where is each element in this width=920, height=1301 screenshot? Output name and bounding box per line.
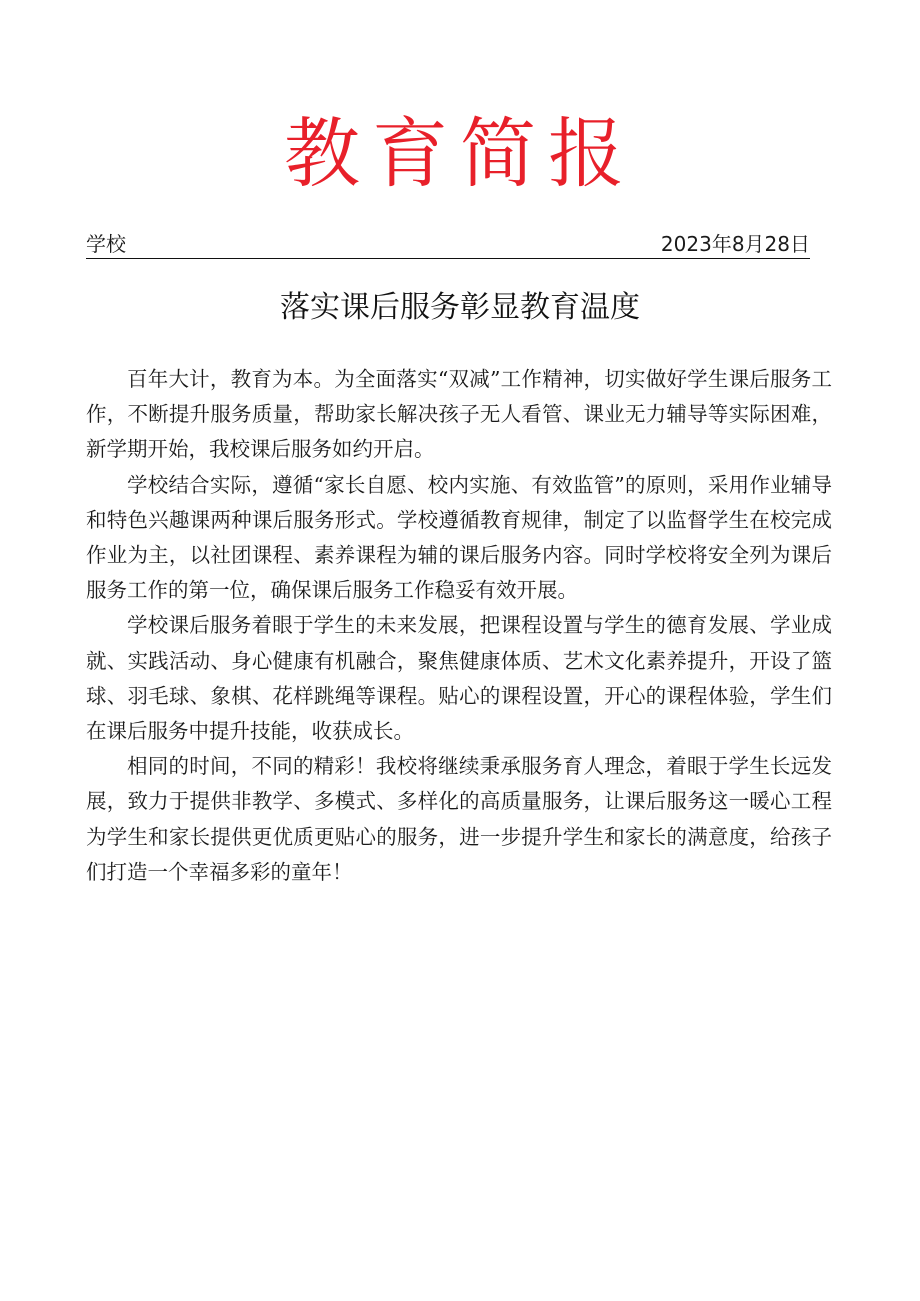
meta-line [86,232,810,259]
article-title: 落实课后服务彰显教育温度 [280,290,640,325]
paragraph: 百年大计，教育为本。为全面落实“双减”工作精神，切实做好学生课后服务工作，不断提升服务质量，帮助家长解决孩子无人看管、课业无力辅导等实际困难，新学期开始，我校课后服务如约开启。 [86,367,832,462]
issue-date: 2023年8月28日 [660,232,810,256]
paragraph: 学校课后服务着眼于学生的未来发展，把课程设置与学生的德育发展、学业成就、实践活动、身心健康有机融合，聚焦健康体质、艺术文化素养提升，开设了篮球、羽毛球、象棋、花样跳绳等课程。贴心的课程设置，开心的课程体验，学生们在课后服务中提升技能，收获成长。 [86,613,832,744]
paragraph: 学校结合实际，遵循“家长自愿、校内实施、有效监管”的原则，采用作业辅导和特色兴趣课两种课后服务形式。学校遵循教育规律，制定了以监督学生在校完成作业为主，以社团课程、素养课程为辅的课后服务内容。同时学校将安全列为课后服务工作的第一位，确保课后服务工作稳妥有效开展。 [86,472,832,603]
article-body [86,362,832,890]
paragraph: 相同的时间，不同的精彩！我校将继续秉承服务育人理念，着眼于学生长远发展，致力于提供非教学、多模式、多样化的高质量服务，让课后服务这一暖心工程为学生和家长提供更优质更贴心的服务，进一步提升学生和家长的满意度，给孩子们打造一个幸福多彩的童年！ [86,754,832,884]
masthead-title: 教育简报 [284,109,636,198]
school-label: 学校 [86,232,126,256]
